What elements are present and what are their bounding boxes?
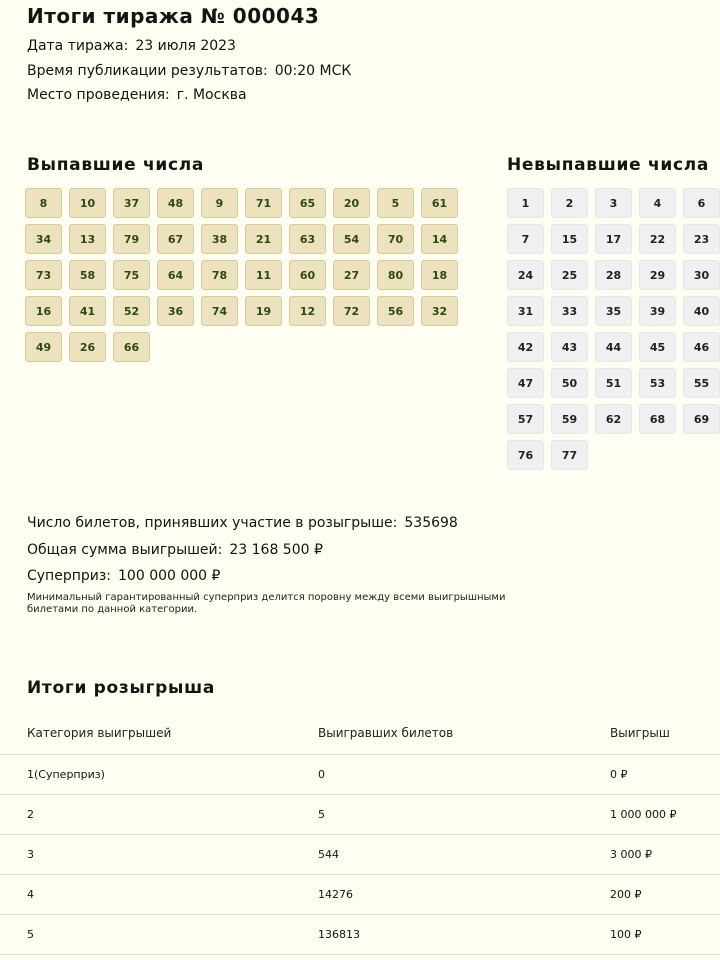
undrawn-number: 76 xyxy=(507,440,544,470)
drawn-number: 18 xyxy=(421,260,458,290)
drawn-number: 9 xyxy=(201,188,238,218)
drawn-number: 13 xyxy=(69,224,106,254)
total-winnings xyxy=(27,542,323,558)
drawn-number: 73 xyxy=(25,260,62,290)
prize-cell: 200 ₽ xyxy=(610,875,720,915)
undrawn-number: 77 xyxy=(551,440,588,470)
drawn-number: 70 xyxy=(377,224,414,254)
drawn-number: 11 xyxy=(245,260,282,290)
table-row xyxy=(0,795,720,835)
tickets-count xyxy=(27,515,458,531)
drawn-number: 75 xyxy=(113,260,150,290)
drawn-number: 74 xyxy=(201,296,238,326)
drawn-number: 52 xyxy=(113,296,150,326)
category-cell: 4 xyxy=(0,875,318,915)
undrawn-number: 39 xyxy=(639,296,676,326)
drawn-number: 49 xyxy=(25,332,62,362)
undrawn-number: 25 xyxy=(551,260,588,290)
drawn-number: 72 xyxy=(333,296,370,326)
undrawn-number: 40 xyxy=(683,296,720,326)
prize-cell: 100 ₽ xyxy=(610,915,720,955)
publish-time-value: 00:20 МСК xyxy=(274,63,352,79)
drawn-number: 19 xyxy=(245,296,282,326)
undrawn-number: 22 xyxy=(639,224,676,254)
total-winnings-label: Общая сумма выигрышей: xyxy=(27,542,223,558)
undrawn-number: 4 xyxy=(639,188,676,218)
undrawn-number: 23 xyxy=(683,224,720,254)
drawn-number: 8 xyxy=(25,188,62,218)
drawn-number: 61 xyxy=(421,188,458,218)
drawn-number: 66 xyxy=(113,332,150,362)
column-category: Категория выигрышей xyxy=(0,712,318,755)
category-cell: 2 xyxy=(0,795,318,835)
undrawn-number: 51 xyxy=(595,368,632,398)
drawn-number: 60 xyxy=(289,260,326,290)
undrawn-numbers-heading: Невыпавшие числа xyxy=(507,155,710,175)
publish-time-label: Время публикации результатов: xyxy=(27,63,268,79)
drawn-number: 56 xyxy=(377,296,414,326)
tickets-count-label: Число билетов, принявших участие в розыгрыше: xyxy=(27,515,398,531)
undrawn-number: 7 xyxy=(507,224,544,254)
category-cell: 3 xyxy=(0,835,318,875)
undrawn-numbers-grid xyxy=(507,188,720,470)
drawn-number: 34 xyxy=(25,224,62,254)
undrawn-number: 59 xyxy=(551,404,588,434)
drawn-number: 79 xyxy=(113,224,150,254)
table-row xyxy=(0,875,720,915)
undrawn-number: 33 xyxy=(551,296,588,326)
undrawn-number: 55 xyxy=(683,368,720,398)
drawn-number: 14 xyxy=(421,224,458,254)
drawn-number: 41 xyxy=(69,296,106,326)
undrawn-number: 30 xyxy=(683,260,720,290)
winning-tickets-cell: 136813 xyxy=(318,915,610,955)
winning-tickets-cell: 14276 xyxy=(318,875,610,915)
column-prize: Выигрыш xyxy=(610,712,720,755)
prize-cell: 3 000 ₽ xyxy=(610,835,720,875)
undrawn-number: 3 xyxy=(595,188,632,218)
results-header-row xyxy=(0,712,720,755)
superprize-label: Суперприз: xyxy=(27,568,112,584)
undrawn-number: 42 xyxy=(507,332,544,362)
drawn-number: 36 xyxy=(157,296,194,326)
drawn-number: 54 xyxy=(333,224,370,254)
undrawn-number: 50 xyxy=(551,368,588,398)
prize-cell: 1 000 000 ₽ xyxy=(610,795,720,835)
table-row xyxy=(0,755,720,795)
draw-date-label: Дата тиража: xyxy=(27,38,129,54)
draw-place-label: Место проведения: xyxy=(27,87,170,103)
results-table xyxy=(0,712,720,955)
undrawn-number: 47 xyxy=(507,368,544,398)
undrawn-number: 45 xyxy=(639,332,676,362)
drawn-number: 20 xyxy=(333,188,370,218)
category-cell: 1(Суперприз) xyxy=(0,755,318,795)
drawn-number: 16 xyxy=(25,296,62,326)
drawn-number: 37 xyxy=(113,188,150,218)
drawn-number: 38 xyxy=(201,224,238,254)
publish-time xyxy=(27,63,351,79)
drawn-number: 63 xyxy=(289,224,326,254)
undrawn-number: 17 xyxy=(595,224,632,254)
drawn-number: 5 xyxy=(377,188,414,218)
winning-tickets-cell: 5 xyxy=(318,795,610,835)
drawn-number: 10 xyxy=(69,188,106,218)
tickets-count-value: 535698 xyxy=(404,515,458,531)
draw-date xyxy=(27,38,236,54)
undrawn-number: 69 xyxy=(683,404,720,434)
total-winnings-value: 23 168 500 ₽ xyxy=(229,542,323,558)
drawn-number: 71 xyxy=(245,188,282,218)
superprize-value: 100 000 000 ₽ xyxy=(118,568,221,584)
undrawn-number: 68 xyxy=(639,404,676,434)
superprize-note: Минимальный гарантированный суперприз делится поровну между всеми выигрышными билетами по данной категории. xyxy=(27,592,506,615)
table-row xyxy=(0,915,720,955)
drawn-number: 64 xyxy=(157,260,194,290)
drawn-number: 65 xyxy=(289,188,326,218)
undrawn-number: 1 xyxy=(507,188,544,218)
drawn-number: 27 xyxy=(333,260,370,290)
undrawn-number: 57 xyxy=(507,404,544,434)
undrawn-number: 31 xyxy=(507,296,544,326)
prize-cell: 0 ₽ xyxy=(610,755,720,795)
draw-place xyxy=(27,87,247,103)
undrawn-number: 15 xyxy=(551,224,588,254)
drawn-number: 67 xyxy=(157,224,194,254)
category-cell: 5 xyxy=(0,915,318,955)
column-winning-tickets: Выигравших билетов xyxy=(318,712,610,755)
winning-tickets-cell: 544 xyxy=(318,835,610,875)
undrawn-number: 43 xyxy=(551,332,588,362)
drawn-number: 12 xyxy=(289,296,326,326)
undrawn-number: 44 xyxy=(595,332,632,362)
results-heading: Итоги розыгрыша xyxy=(27,678,216,698)
undrawn-number: 62 xyxy=(595,404,632,434)
drawn-number: 80 xyxy=(377,260,414,290)
undrawn-number: 24 xyxy=(507,260,544,290)
drawn-numbers-grid xyxy=(25,188,465,362)
drawn-number: 32 xyxy=(421,296,458,326)
superprize xyxy=(27,568,220,584)
page-title: Итоги тиража № 000043 xyxy=(27,4,320,28)
drawn-number: 21 xyxy=(245,224,282,254)
drawn-number: 26 xyxy=(69,332,106,362)
undrawn-number: 2 xyxy=(551,188,588,218)
table-row xyxy=(0,835,720,875)
undrawn-number: 29 xyxy=(639,260,676,290)
drawn-number: 58 xyxy=(69,260,106,290)
draw-place-value: г. Москва xyxy=(176,87,247,103)
draw-date-value: 23 июля 2023 xyxy=(135,38,236,54)
undrawn-number: 53 xyxy=(639,368,676,398)
undrawn-number: 35 xyxy=(595,296,632,326)
drawn-number: 48 xyxy=(157,188,194,218)
undrawn-number: 6 xyxy=(683,188,720,218)
drawn-numbers-heading: Выпавшие числа xyxy=(27,155,205,175)
undrawn-number: 46 xyxy=(683,332,720,362)
winning-tickets-cell: 0 xyxy=(318,755,610,795)
drawn-number: 78 xyxy=(201,260,238,290)
undrawn-number: 28 xyxy=(595,260,632,290)
